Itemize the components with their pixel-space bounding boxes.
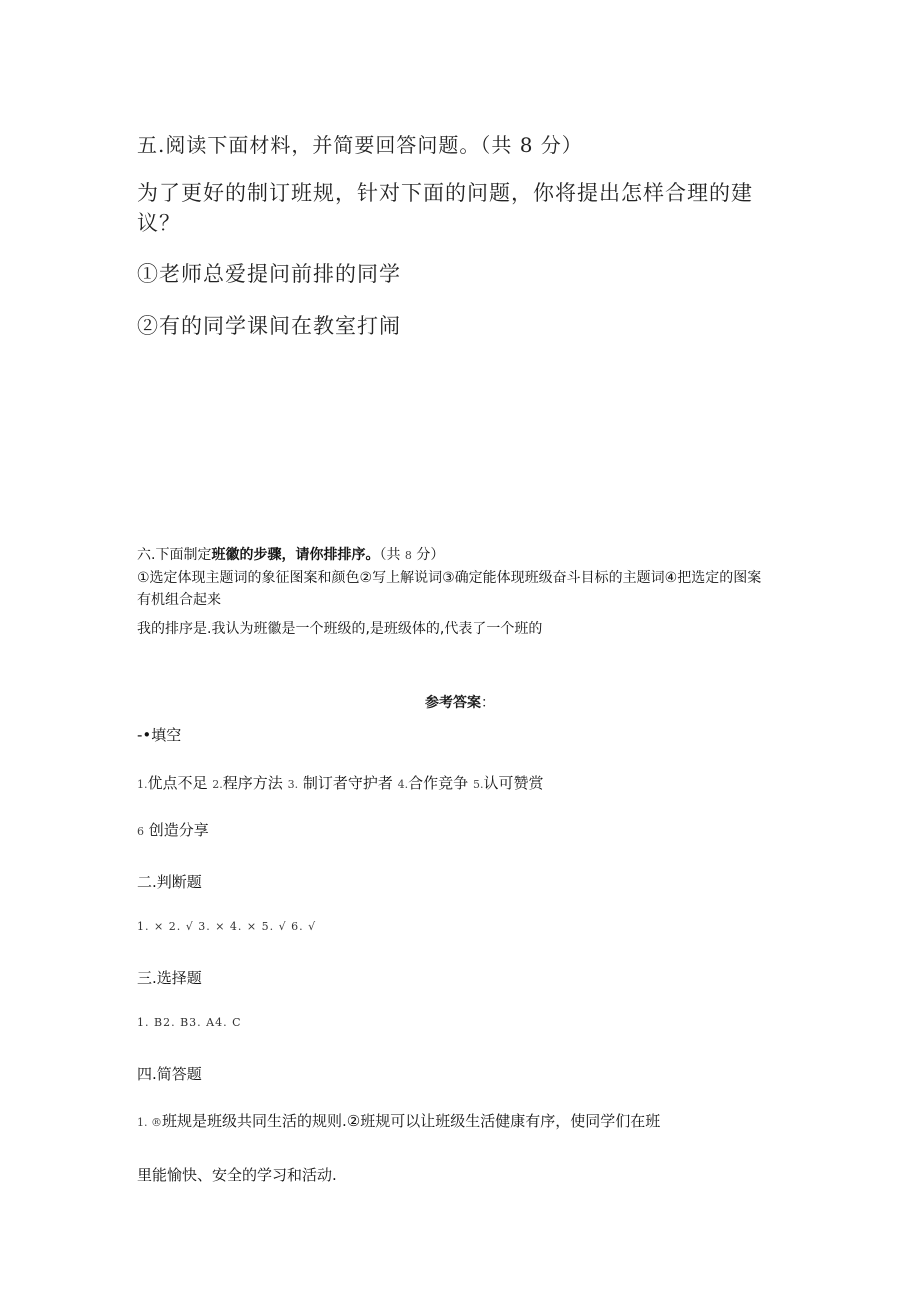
fill-6-text: 创造分享 <box>148 821 209 839</box>
fill-2-text: 程序方法 <box>222 774 283 792</box>
short-answer-line-2: 里能愉快、安全的学习和活动. <box>137 1166 337 1184</box>
answers-title-colon: ： <box>481 695 495 711</box>
section5-heading: 五.阅读下面材料，并简要回答问题。（共 8 分） <box>137 133 583 157</box>
fill-6-num: 6 <box>137 825 144 838</box>
fill-1-text: 优点不足 <box>147 774 208 792</box>
fill-5-text: 认可赞赏 <box>483 774 544 792</box>
section5-item-2: ②有的同学课间在教室打闹 <box>137 314 401 338</box>
short-heading: 四.简答题 <box>137 1065 202 1083</box>
short-answer-line-1 <box>137 1110 660 1131</box>
choice-answers: 1. B2. B3. A4. C <box>137 1016 242 1029</box>
answers-title <box>0 692 920 712</box>
section5-item-1: ①老师总爱提问前排的同学 <box>137 262 401 286</box>
judge-heading: 二.判断题 <box>137 873 202 891</box>
fill-line-2 <box>137 819 209 840</box>
fill-3-text: 制订者守护者 <box>298 774 393 792</box>
short-line-1-text: 班规是班级共同生活的规则.②班规可以让班级生活健康有序，使同学们在班 <box>162 1112 661 1130</box>
section6-heading-plain: 六.下面制定 <box>137 547 212 563</box>
fill-4-text: 合作竞争 <box>408 774 469 792</box>
fill-3-num: 3. <box>287 778 299 791</box>
answers-title-text: 参考答案 <box>425 695 481 711</box>
section6-heading-bold: 班徽的步骤，请你排排序。 <box>211 547 380 563</box>
fill-4-num: 4. <box>397 778 409 791</box>
section6-answer-line: 我的排序是.我认为班徽是一个班级的,是班级体的,代表了一个班的 <box>137 621 543 637</box>
fill-5-num: 5. <box>472 778 484 791</box>
section6-heading-tail-b: 分） <box>416 547 445 563</box>
section6-heading-tail-a: （共 <box>379 547 401 563</box>
judge-answers: 1. × 2. √ 3. × 4. × 5. √ 6. √ <box>137 920 317 933</box>
section5-prompt: 为了更好的制订班规，针对下面的问题，你将提出怎样合理的建议？ <box>137 181 753 235</box>
section6-heading-num: 8 <box>404 549 412 562</box>
fill-1-num: 1. <box>137 778 148 791</box>
choice-heading: 三.选择题 <box>137 969 202 987</box>
section6-steps: ①选定体现主题词的象征图案和颜色②写上解说词③确定能体现班级奋斗目标的主题词④把选定的图案有机组合起来 <box>137 570 762 608</box>
short-num: 1. ® <box>137 1116 162 1129</box>
section6-heading <box>137 544 444 564</box>
fill-heading: -•填空 <box>137 726 182 744</box>
fill-2-num: 2. <box>212 778 223 791</box>
fill-line-1 <box>137 772 543 793</box>
